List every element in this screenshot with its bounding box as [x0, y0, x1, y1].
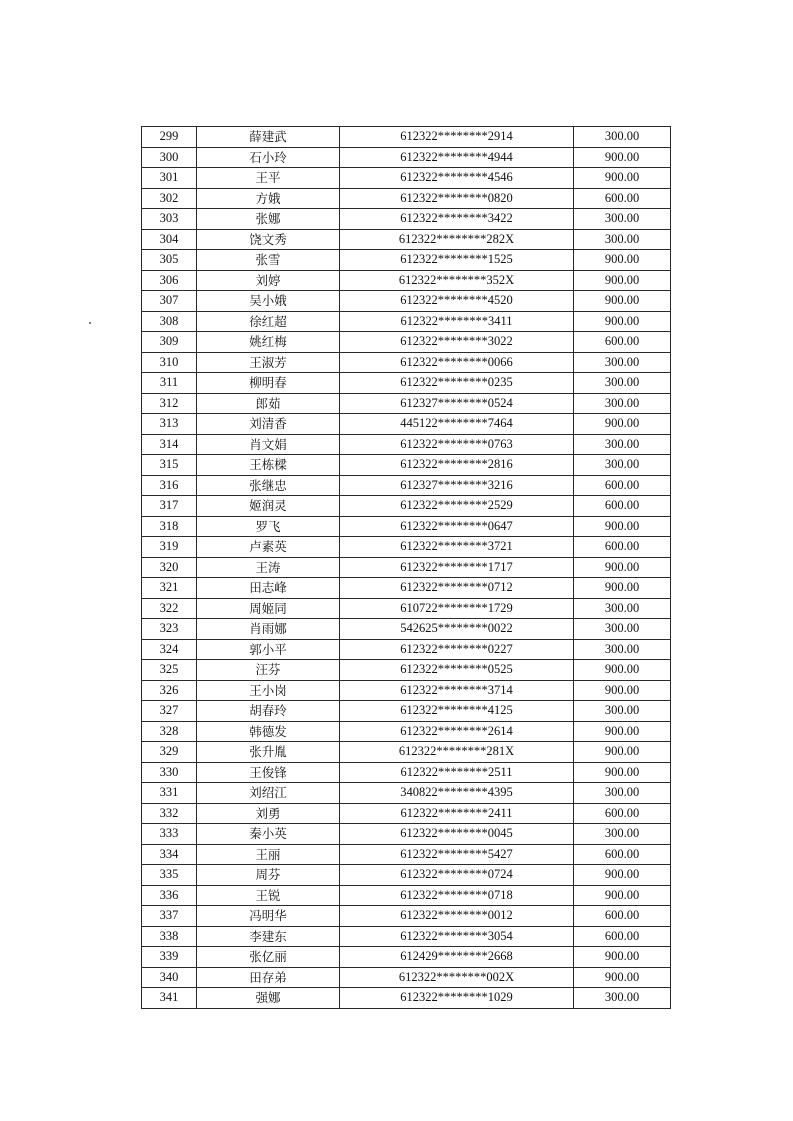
- id-number: 340822********4395: [340, 783, 574, 804]
- id-number: 612322********0718: [340, 885, 574, 906]
- person-name: 王丽: [197, 844, 340, 865]
- table-row: [142, 680, 671, 701]
- table-row: [142, 250, 671, 271]
- row-number: 318: [142, 516, 197, 537]
- row-number: 335: [142, 865, 197, 886]
- person-name: 王平: [197, 168, 340, 189]
- amount: 600.00: [574, 188, 671, 209]
- amount: 900.00: [574, 660, 671, 681]
- person-name: 王淑芳: [197, 352, 340, 373]
- table-row: [142, 414, 671, 435]
- row-number: 337: [142, 906, 197, 927]
- id-number: 612322********0525: [340, 660, 574, 681]
- person-name: 石小玲: [197, 147, 340, 168]
- id-number: 612322********0820: [340, 188, 574, 209]
- person-name: 张升胤: [197, 742, 340, 763]
- row-number: 311: [142, 373, 197, 394]
- id-number: 612322********2529: [340, 496, 574, 517]
- row-number: 325: [142, 660, 197, 681]
- amount: 600.00: [574, 844, 671, 865]
- person-name: 汪芬: [197, 660, 340, 681]
- row-number: 339: [142, 947, 197, 968]
- person-name: 周姬同: [197, 598, 340, 619]
- table-row: [142, 803, 671, 824]
- person-name: 肖文娟: [197, 434, 340, 455]
- table-row: [142, 639, 671, 660]
- person-name: 胡春玲: [197, 701, 340, 722]
- amount: 300.00: [574, 598, 671, 619]
- table-row: [142, 434, 671, 455]
- person-name: 张雪: [197, 250, 340, 271]
- row-number: 333: [142, 824, 197, 845]
- row-number: 314: [142, 434, 197, 455]
- person-name: 张娜: [197, 209, 340, 230]
- id-number: 612322********281X: [340, 742, 574, 763]
- id-number: 612322********352X: [340, 270, 574, 291]
- row-number: 340: [142, 967, 197, 988]
- row-number: 313: [142, 414, 197, 435]
- row-number: 322: [142, 598, 197, 619]
- table-row: [142, 906, 671, 927]
- amount: 600.00: [574, 906, 671, 927]
- person-name: 王涛: [197, 557, 340, 578]
- table-row: [142, 229, 671, 250]
- person-name: 柳明春: [197, 373, 340, 394]
- row-number: 334: [142, 844, 197, 865]
- id-number: 612322********2411: [340, 803, 574, 824]
- table-row: [142, 455, 671, 476]
- amount: 300.00: [574, 393, 671, 414]
- id-number: 612322********0045: [340, 824, 574, 845]
- person-name: 秦小英: [197, 824, 340, 845]
- amount: 900.00: [574, 311, 671, 332]
- table-row: [142, 270, 671, 291]
- table-row: [142, 311, 671, 332]
- person-name: 冯明华: [197, 906, 340, 927]
- row-number: 320: [142, 557, 197, 578]
- table-row: [142, 147, 671, 168]
- person-name: 方娥: [197, 188, 340, 209]
- row-number: 317: [142, 496, 197, 517]
- person-name: 徐红超: [197, 311, 340, 332]
- person-name: 刘勇: [197, 803, 340, 824]
- table-row: [142, 332, 671, 353]
- table-row: [142, 209, 671, 230]
- person-name: 张继忠: [197, 475, 340, 496]
- person-name: 肖雨娜: [197, 619, 340, 640]
- id-number: 612322********1717: [340, 557, 574, 578]
- id-number: 612322********0066: [340, 352, 574, 373]
- amount: 300.00: [574, 209, 671, 230]
- amount: 900.00: [574, 742, 671, 763]
- person-name: 姚红梅: [197, 332, 340, 353]
- row-number: 315: [142, 455, 197, 476]
- row-number: 332: [142, 803, 197, 824]
- table-row: [142, 578, 671, 599]
- table-row: [142, 537, 671, 558]
- id-number: 612322********2614: [340, 721, 574, 742]
- table-row: [142, 373, 671, 394]
- amount: 900.00: [574, 967, 671, 988]
- row-number: 331: [142, 783, 197, 804]
- amount: 900.00: [574, 147, 671, 168]
- row-number: 308: [142, 311, 197, 332]
- row-number: 323: [142, 619, 197, 640]
- person-name: 刘清香: [197, 414, 340, 435]
- table-row: [142, 168, 671, 189]
- amount: 900.00: [574, 291, 671, 312]
- table-row: [142, 783, 671, 804]
- person-name: 强娜: [197, 988, 340, 1009]
- table-row: [142, 291, 671, 312]
- row-number: 316: [142, 475, 197, 496]
- row-number: 312: [142, 393, 197, 414]
- table-row: [142, 721, 671, 742]
- id-number: 612322********3411: [340, 311, 574, 332]
- row-number: 327: [142, 701, 197, 722]
- id-number: 610722********1729: [340, 598, 574, 619]
- id-number: 612322********3054: [340, 926, 574, 947]
- table-row: [142, 844, 671, 865]
- table-row: [142, 967, 671, 988]
- row-number: 299: [142, 127, 197, 148]
- person-name: 刘绍江: [197, 783, 340, 804]
- id-number: 612322********1525: [340, 250, 574, 271]
- amount: 600.00: [574, 332, 671, 353]
- person-name: 刘婷: [197, 270, 340, 291]
- amount: 900.00: [574, 885, 671, 906]
- table-row: [142, 742, 671, 763]
- id-number: 612322********1029: [340, 988, 574, 1009]
- row-number: 336: [142, 885, 197, 906]
- id-number: 612322********5427: [340, 844, 574, 865]
- person-name: 罗飞: [197, 516, 340, 537]
- amount: 300.00: [574, 455, 671, 476]
- id-number: 612322********282X: [340, 229, 574, 250]
- person-name: 郎茹: [197, 393, 340, 414]
- row-number: 305: [142, 250, 197, 271]
- person-name: 李建东: [197, 926, 340, 947]
- person-name: 周芬: [197, 865, 340, 886]
- table-row: [142, 516, 671, 537]
- id-number: 612429********2668: [340, 947, 574, 968]
- amount: 300.00: [574, 639, 671, 660]
- id-number: 542625********0022: [340, 619, 574, 640]
- person-name: 郭小平: [197, 639, 340, 660]
- person-name: 田存弟: [197, 967, 340, 988]
- row-number: 341: [142, 988, 197, 1009]
- id-number: 612322********3721: [340, 537, 574, 558]
- person-name: 姬润灵: [197, 496, 340, 517]
- amount: 300.00: [574, 352, 671, 373]
- row-number: 319: [142, 537, 197, 558]
- amount: 600.00: [574, 537, 671, 558]
- table-row: [142, 824, 671, 845]
- amount: 600.00: [574, 926, 671, 947]
- row-number: 329: [142, 742, 197, 763]
- amount: 900.00: [574, 516, 671, 537]
- id-number: 612322********3022: [340, 332, 574, 353]
- amount: 600.00: [574, 496, 671, 517]
- amount: 900.00: [574, 865, 671, 886]
- amount: 300.00: [574, 988, 671, 1009]
- id-number: 612322********2914: [340, 127, 574, 148]
- person-name: 田志峰: [197, 578, 340, 599]
- amount: 900.00: [574, 414, 671, 435]
- id-number: 612322********0763: [340, 434, 574, 455]
- row-number: 310: [142, 352, 197, 373]
- table-row: [142, 701, 671, 722]
- amount: 300.00: [574, 619, 671, 640]
- row-number: 328: [142, 721, 197, 742]
- person-name: 薛建武: [197, 127, 340, 148]
- table-row: [142, 352, 671, 373]
- table-row: [142, 619, 671, 640]
- table-row: [142, 885, 671, 906]
- roster-body: [142, 127, 671, 1009]
- id-number: 612322********0712: [340, 578, 574, 599]
- id-number: 445122********7464: [340, 414, 574, 435]
- person-name: 张亿丽: [197, 947, 340, 968]
- person-name: 王俊锋: [197, 762, 340, 783]
- table-row: [142, 475, 671, 496]
- row-number: 303: [142, 209, 197, 230]
- table-row: [142, 496, 671, 517]
- row-number: 330: [142, 762, 197, 783]
- amount: 900.00: [574, 557, 671, 578]
- amount: 900.00: [574, 578, 671, 599]
- row-number: 302: [142, 188, 197, 209]
- person-name: 韩德发: [197, 721, 340, 742]
- id-number: 612322********4944: [340, 147, 574, 168]
- table-row: [142, 762, 671, 783]
- person-name: 王栋樑: [197, 455, 340, 476]
- row-number: 324: [142, 639, 197, 660]
- amount: 900.00: [574, 721, 671, 742]
- amount: 900.00: [574, 168, 671, 189]
- amount: 300.00: [574, 127, 671, 148]
- id-number: 612322********3422: [340, 209, 574, 230]
- row-number: 326: [142, 680, 197, 701]
- table-row: [142, 926, 671, 947]
- scan-speck: [89, 322, 91, 324]
- row-number: 338: [142, 926, 197, 947]
- table-row: [142, 393, 671, 414]
- id-number: 612327********3216: [340, 475, 574, 496]
- amount: 900.00: [574, 947, 671, 968]
- id-number: 612322********0227: [340, 639, 574, 660]
- table-row: [142, 865, 671, 886]
- amount: 600.00: [574, 475, 671, 496]
- table-row: [142, 557, 671, 578]
- id-number: 612322********4546: [340, 168, 574, 189]
- id-number: 612322********3714: [340, 680, 574, 701]
- amount: 300.00: [574, 701, 671, 722]
- id-number: 612322********0012: [340, 906, 574, 927]
- row-number: 309: [142, 332, 197, 353]
- table-row: [142, 660, 671, 681]
- id-number: 612322********2816: [340, 455, 574, 476]
- row-number: 307: [142, 291, 197, 312]
- id-number: 612322********4125: [340, 701, 574, 722]
- table-row: [142, 988, 671, 1009]
- row-number: 301: [142, 168, 197, 189]
- table-row: [142, 127, 671, 148]
- amount: 300.00: [574, 824, 671, 845]
- amount: 900.00: [574, 762, 671, 783]
- id-number: 612322********0647: [340, 516, 574, 537]
- amount: 900.00: [574, 270, 671, 291]
- id-number: 612322********0235: [340, 373, 574, 394]
- person-name: 卢素英: [197, 537, 340, 558]
- id-number: 612327********0524: [340, 393, 574, 414]
- table-row: [142, 188, 671, 209]
- id-number: 612322********0724: [340, 865, 574, 886]
- amount: 300.00: [574, 434, 671, 455]
- amount: 300.00: [574, 373, 671, 394]
- table-row: [142, 947, 671, 968]
- amount: 300.00: [574, 783, 671, 804]
- table-row: [142, 598, 671, 619]
- person-name: 饶文秀: [197, 229, 340, 250]
- person-name: 王锐: [197, 885, 340, 906]
- amount: 300.00: [574, 229, 671, 250]
- id-number: 612322********2511: [340, 762, 574, 783]
- row-number: 306: [142, 270, 197, 291]
- row-number: 304: [142, 229, 197, 250]
- id-number: 612322********002X: [340, 967, 574, 988]
- person-name: 王小岗: [197, 680, 340, 701]
- person-name: 吴小娥: [197, 291, 340, 312]
- row-number: 300: [142, 147, 197, 168]
- roster-table: [141, 126, 671, 1009]
- row-number: 321: [142, 578, 197, 599]
- amount: 900.00: [574, 250, 671, 271]
- amount: 900.00: [574, 680, 671, 701]
- id-number: 612322********4520: [340, 291, 574, 312]
- amount: 600.00: [574, 803, 671, 824]
